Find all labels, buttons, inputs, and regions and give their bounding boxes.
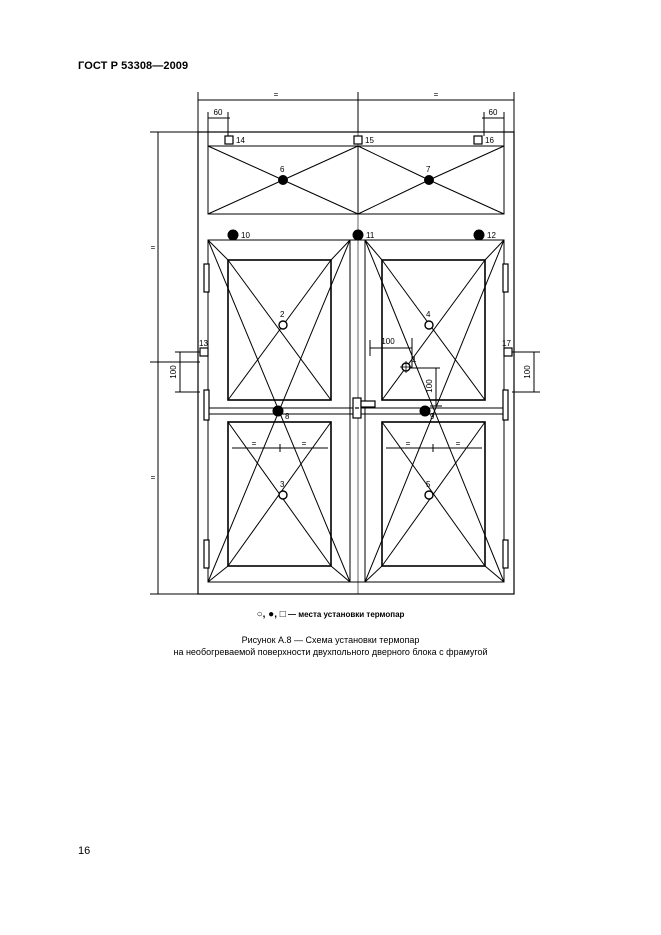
sensor-6: [279, 176, 288, 185]
transom-frame: [208, 146, 504, 214]
sensor-label-14: 14: [236, 136, 245, 145]
sensor-label-4: 4: [426, 310, 431, 319]
sensor-14: [225, 136, 233, 144]
dim-60-right-label: 60: [488, 108, 498, 117]
document-header: ГОСТ Р 53308—2009: [78, 60, 189, 72]
sensor-5: [425, 491, 433, 499]
dim-100-vertical-label: 100: [425, 379, 434, 393]
dim-100-right-label: 100: [523, 365, 532, 379]
dim-100-left-label: 100: [169, 365, 178, 379]
dim-side-upper-label: =: [150, 243, 156, 252]
sensor-13: [200, 348, 208, 356]
sensor-3: [279, 491, 287, 499]
sensor-label-7: 7: [426, 165, 431, 174]
sensor-label-12: 12: [487, 231, 496, 240]
sensor-16: [474, 136, 482, 144]
sensor-17: [504, 348, 512, 356]
dim-equal-1: =: [251, 439, 257, 448]
sensor-4: [425, 321, 433, 329]
sensor-label-10: 10: [241, 231, 250, 240]
figure-caption: [0, 634, 661, 658]
dim-60-left-label: 60: [213, 108, 223, 117]
caption-line-1: Рисунок А.8 — Схема установки термопар: [241, 635, 420, 645]
sensor-15: [354, 136, 362, 144]
sensor-7: [425, 176, 434, 185]
hinge-right-top: [503, 264, 508, 292]
sensor-label-6: 6: [280, 165, 285, 174]
hinge-left-bottom: [204, 540, 209, 568]
outer-frame: [198, 132, 514, 594]
sensor-label-9: 9: [430, 412, 435, 421]
dim-top-left-label: =: [273, 90, 279, 99]
dim-equal-4: =: [455, 439, 461, 448]
sensor-label-8: 8: [285, 412, 290, 421]
legend-symbols: ○, ●, □: [256, 609, 286, 620]
sensor-label-11: 11: [366, 231, 375, 240]
dim-top-right-label: =: [433, 90, 439, 99]
page-number: 16: [78, 845, 91, 857]
dim-100-horizontal-label: 100: [381, 337, 395, 346]
sensor-label-2: 2: [280, 310, 285, 319]
hinge-right-bottom: [503, 540, 508, 568]
sensor-9: [420, 406, 430, 416]
sensor-label-13: 13: [199, 339, 208, 348]
dim-equal-2: =: [301, 439, 307, 448]
legend-text: — места установки термопар: [285, 610, 405, 619]
sensor-label-5: 5: [426, 480, 431, 489]
sensor-8: [273, 406, 283, 416]
legend: [0, 609, 661, 620]
caption-line-2: на необогреваемой поверхности двухпольного дверного блока с фрамугой: [173, 647, 488, 657]
sensor-label-3: 3: [280, 480, 285, 489]
sensor-2: [279, 321, 287, 329]
sensor-label-15: 15: [365, 136, 374, 145]
sensor-label-17: 17: [502, 339, 511, 348]
sensor-10: [228, 230, 238, 240]
sensor-label-16: 16: [485, 136, 494, 145]
sensor-12: [474, 230, 484, 240]
dim-side-lower-label: =: [150, 473, 156, 482]
sensor-11: [353, 230, 363, 240]
hinge-left-top: [204, 264, 209, 292]
sensor-label-1: 1: [412, 355, 417, 364]
hinge-right-mid: [503, 390, 508, 420]
dim-equal-3: =: [405, 439, 411, 448]
hinge-left-mid: [204, 390, 209, 420]
